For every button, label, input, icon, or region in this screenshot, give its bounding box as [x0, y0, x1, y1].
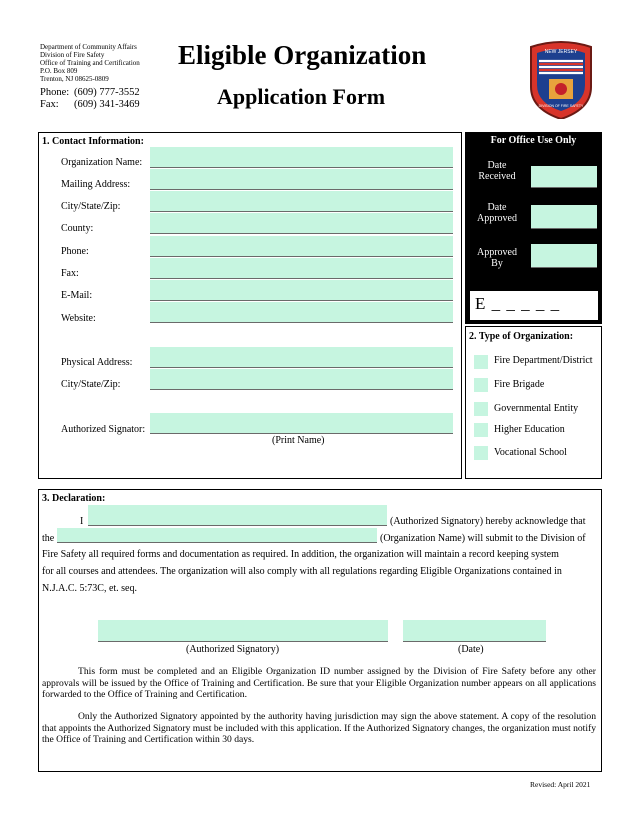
- option-fire-brigade: Fire Brigade: [494, 379, 545, 390]
- instructions-text-2: Only the Authorized Signatory appointed by the authority having jurisdiction may sign the above statement. A copy of the resolution that appoints the Authorized Signatory must be included with this application. If the Authorized Signatory changes, the organization must notify the Office of Training and Certification within 30 days.: [42, 711, 596, 745]
- declaration-heading: 3. Declaration:: [42, 493, 106, 504]
- physical-address-field[interactable]: [150, 347, 453, 368]
- date-approved-text: Approved: [477, 213, 517, 224]
- checkbox-fire-brigade[interactable]: [474, 378, 488, 392]
- email-field[interactable]: [150, 280, 453, 301]
- page-title: Eligible Organization: [178, 40, 427, 70]
- dept-line: Department of Community Affairs: [40, 43, 137, 51]
- org-type-heading: 2. Type of Organization:: [469, 331, 574, 342]
- contact-heading: 1. Contact Information:: [42, 136, 144, 147]
- date-field[interactable]: [403, 620, 546, 642]
- approved-by-text: By: [491, 258, 503, 269]
- page-subtitle: Application Form: [217, 84, 386, 109]
- seal-text-bottom: DIVISION OF FIRE SAFETY: [538, 104, 584, 108]
- fire-safety-seal: [527, 39, 595, 119]
- label-county: County:: [61, 223, 94, 234]
- option-vocational-school: Vocational School: [494, 447, 567, 458]
- fax-field[interactable]: [150, 258, 453, 279]
- declaration-line3: Fire Safety all required forms and documentation as required. In addition, the organization will maintain a record keeping system: [42, 549, 559, 560]
- label-email: E-Mail:: [61, 290, 93, 301]
- label-authorized-signator: Authorized Signator:: [61, 424, 146, 435]
- revision-date: Revised: April 2021: [530, 780, 591, 789]
- instructions-paragraph-1: [42, 666, 596, 701]
- dept-line: Division of Fire Safety: [40, 51, 105, 59]
- mailing-address-field[interactable]: [150, 169, 453, 190]
- label-city-state-zip: City/State/Zip:: [61, 201, 121, 212]
- checkbox-vocational-school[interactable]: [474, 446, 488, 460]
- checkbox-higher-education[interactable]: [474, 423, 488, 437]
- date-received-text: Date: [487, 160, 507, 171]
- office-use-heading: For Office Use Only: [490, 135, 577, 146]
- the-label: the: [42, 533, 55, 544]
- city-state-zip-2-field[interactable]: [150, 369, 453, 390]
- approved-by-label: [468, 247, 526, 269]
- website-field[interactable]: [150, 302, 453, 323]
- declaration-line1-suffix: (Authorized Signatory) hereby acknowledge that: [390, 516, 586, 527]
- label-fax: Fax:: [61, 268, 79, 279]
- organization-name-field[interactable]: [150, 147, 453, 168]
- declaration-organization-field[interactable]: [57, 528, 377, 543]
- date-approved-label: [468, 202, 526, 224]
- instructions-paragraph-2: [42, 711, 596, 746]
- approved-by-text: Approved: [477, 247, 517, 258]
- declaration-signatory-field[interactable]: [88, 505, 387, 526]
- print-name-caption: (Print Name): [272, 435, 325, 446]
- date-received-text: Received: [478, 171, 516, 182]
- department-info: [40, 43, 140, 83]
- organization-id-prefix: E _ _ _ _ _: [475, 294, 561, 313]
- declaration-line4: for all courses and attendees. The organization will also comply with all regulations regarding Eligible Organizations contained in: [42, 566, 562, 577]
- phone-field[interactable]: [150, 236, 453, 257]
- label-physical-address: Physical Address:: [61, 357, 133, 368]
- declaration-line2-suffix: (Organization Name) will submit to the Division of: [380, 533, 586, 544]
- date-approved-text: Date: [487, 202, 507, 213]
- approved-by-field[interactable]: [531, 244, 597, 268]
- dept-line: Office of Training and Certification: [40, 59, 140, 67]
- option-higher-education: Higher Education: [494, 424, 565, 435]
- authorized-signator-field[interactable]: [150, 413, 453, 434]
- signature-field[interactable]: [98, 620, 388, 642]
- label-organization-name: Organization Name:: [61, 157, 143, 168]
- phone-label: Phone:: [40, 87, 70, 98]
- city-state-zip-field[interactable]: [150, 191, 453, 212]
- date-approved-field[interactable]: [531, 205, 597, 229]
- dept-line: P.O. Box 809: [40, 67, 78, 75]
- date-received-label: [468, 160, 526, 182]
- option-fire-department: Fire Department/District: [494, 355, 593, 366]
- contact-numbers: [40, 87, 140, 110]
- checkbox-fire-department[interactable]: [474, 355, 488, 369]
- label-mailing-address: Mailing Address:: [61, 179, 131, 190]
- fax-label: Fax:: [40, 98, 59, 110]
- dept-line: Trenton, NJ 08625-0809: [40, 75, 109, 83]
- label-website: Website:: [61, 313, 96, 324]
- declaration-line5: N.J.A.C. 5:73C, et. seq.: [42, 583, 137, 594]
- i-label: I: [80, 516, 84, 527]
- date-caption: (Date): [458, 644, 484, 655]
- label-phone: Phone:: [61, 246, 89, 257]
- instructions-text-1: This form must be completed and an Eligible Organization ID number assigned by the Division of Fire Safety before any other approvals will be issued by the Office of Training and Certification. Be sure that your Eligible Organization number appears on all applications forwarded to the Office of Training and Certification.: [42, 666, 596, 700]
- signature-caption: (Authorized Signatory): [186, 644, 280, 655]
- label-city-state-zip-2: City/State/Zip:: [61, 379, 121, 390]
- date-received-field[interactable]: [531, 166, 597, 188]
- option-governmental-entity: Governmental Entity: [494, 403, 579, 414]
- checkbox-governmental-entity[interactable]: [474, 402, 488, 416]
- seal-text-top: NEW JERSEY: [544, 49, 578, 55]
- county-field[interactable]: [150, 213, 453, 234]
- fax-number: (609) 341-3469: [74, 98, 140, 110]
- phone-number: (609) 777-3552: [74, 87, 140, 98]
